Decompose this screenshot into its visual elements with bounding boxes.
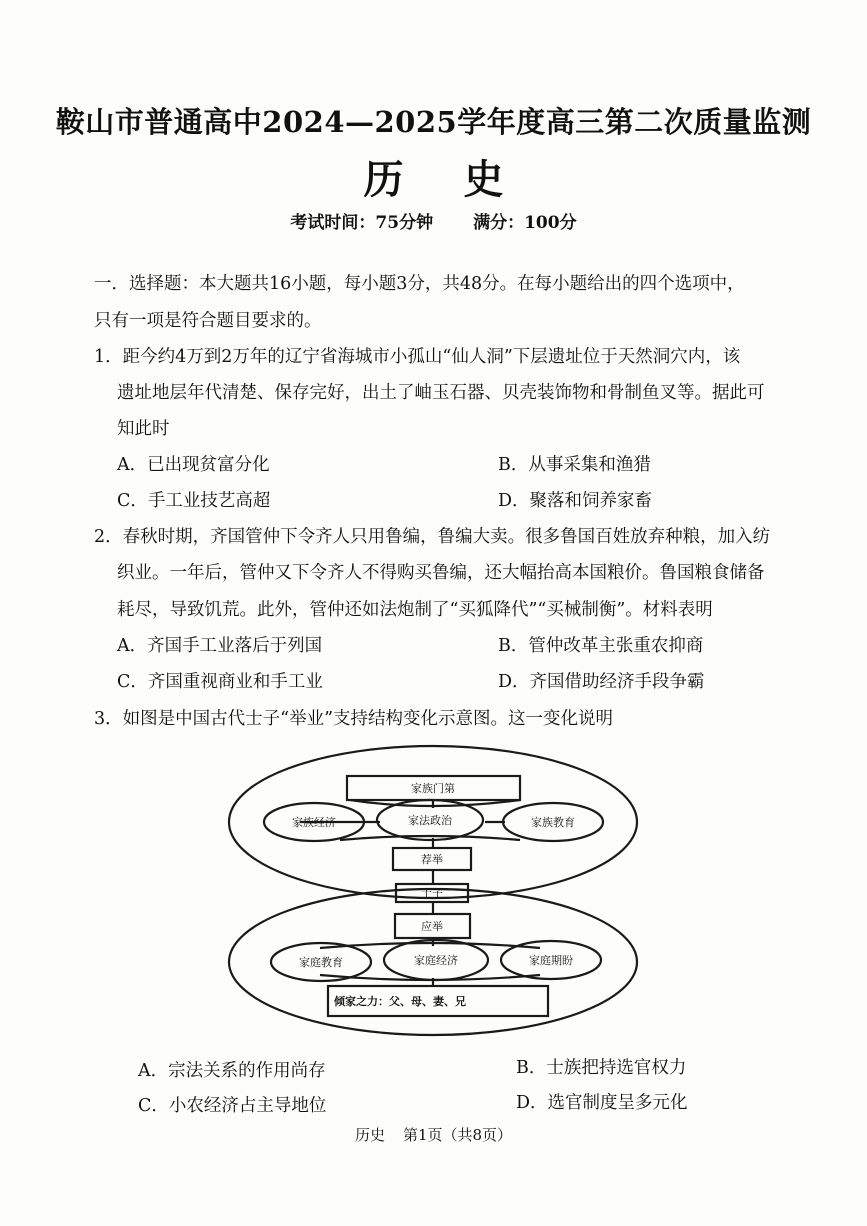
question-3-option-a[interactable]: A．宗法关系的作用尚存 — [138, 1061, 326, 1081]
question-1-option-b[interactable]: B．从事采集和渔猎 — [498, 455, 651, 475]
question-3-option-c[interactable]: C．小农经济占主导地位 — [138, 1096, 327, 1116]
question-3-line-1: 3．如图是中国古代士子“举业”支持结构变化示意图。这一变化说明 — [94, 709, 614, 729]
label-recommend: 荐举 — [421, 853, 443, 866]
question-2-line-1: 2．春秋时期，齐国管仲下令齐人只用鲁编，鲁编大卖。很多鲁国百姓放弃种粮，加入纺 — [94, 527, 771, 547]
label-family-lineage: 家族门第 — [411, 782, 455, 795]
label-family-education: 家族教育 — [531, 816, 575, 829]
label-family-law: 家法政治 — [408, 814, 452, 827]
question-1-line-2: 遗址地层年代清楚、保存完好，出土了岫玉石器、贝壳装饰物和骨制鱼叉等。据此可 — [117, 383, 765, 403]
label-household-education: 家庭教育 — [299, 956, 343, 969]
label-whole-family: 倾家之力：父、母、妻、兄 — [334, 995, 466, 1008]
question-2-option-b[interactable]: B．管仲改革主张重农抑商 — [498, 636, 704, 656]
label-scholar: 士子 — [421, 887, 443, 900]
question-1-option-c[interactable]: C．手工业技艺高超 — [117, 491, 271, 511]
question-1-option-a[interactable]: A．已出现贫富分化 — [117, 455, 270, 475]
footer-subject: 历史 — [354, 1126, 385, 1144]
label-family-economy: 家族经济 — [292, 816, 336, 829]
question-1-line-3: 知此时 — [117, 419, 170, 439]
question-2-option-c[interactable]: C．齐国重视商业和手工业 — [117, 672, 323, 692]
subject-title: 历史 — [363, 156, 564, 203]
question-2-line-3: 耗尽，导致饥荒。此外，管仲还如法炮制了“买狐降代”“买械制衡”。材料表明 — [117, 600, 713, 620]
question-3-option-d[interactable]: D．选官制度呈多元化 — [516, 1093, 688, 1113]
label-exam: 应举 — [421, 920, 443, 933]
question-2-line-2: 织业。一年后，管仲又下令齐人不得购买鲁编，还大幅抬高本国粮价。鲁国粮食储备 — [117, 563, 765, 583]
exam-time: 考试时间：75分钟 — [290, 213, 434, 233]
section-instruction-line-2: 只有一项是符合题目要求的。 — [94, 311, 322, 331]
section-instruction-line-1: 一．选择题：本大题共16小题，每小题3分，共48分。在每小题给出的四个选项中， — [94, 274, 745, 294]
question-3-option-b[interactable]: B．士族把持选官权力 — [516, 1058, 687, 1078]
label-household-hope: 家庭期盼 — [529, 954, 573, 967]
question-2-option-d[interactable]: D．齐国借助经济手段争霸 — [498, 672, 705, 692]
exam-title: 鞍山市普通高中2024—2025学年度高三第二次质量监测 — [55, 105, 812, 139]
question-1-option-d[interactable]: D．聚落和饲养家畜 — [498, 491, 653, 511]
label-household-economy: 家庭经济 — [414, 954, 458, 967]
full-score: 满分：100分 — [473, 213, 577, 233]
footer-page-number: 第1页（共8页） — [402, 1126, 513, 1144]
page-footer — [0, 1124, 867, 1145]
question-1-line-1: 1．距今约4万到2万年的辽宁省海城市小孤山“仙人洞”下层遗址位于天然洞穴内，该 — [94, 347, 741, 367]
question-2-option-a[interactable]: A．齐国手工业落后于列国 — [117, 636, 323, 656]
